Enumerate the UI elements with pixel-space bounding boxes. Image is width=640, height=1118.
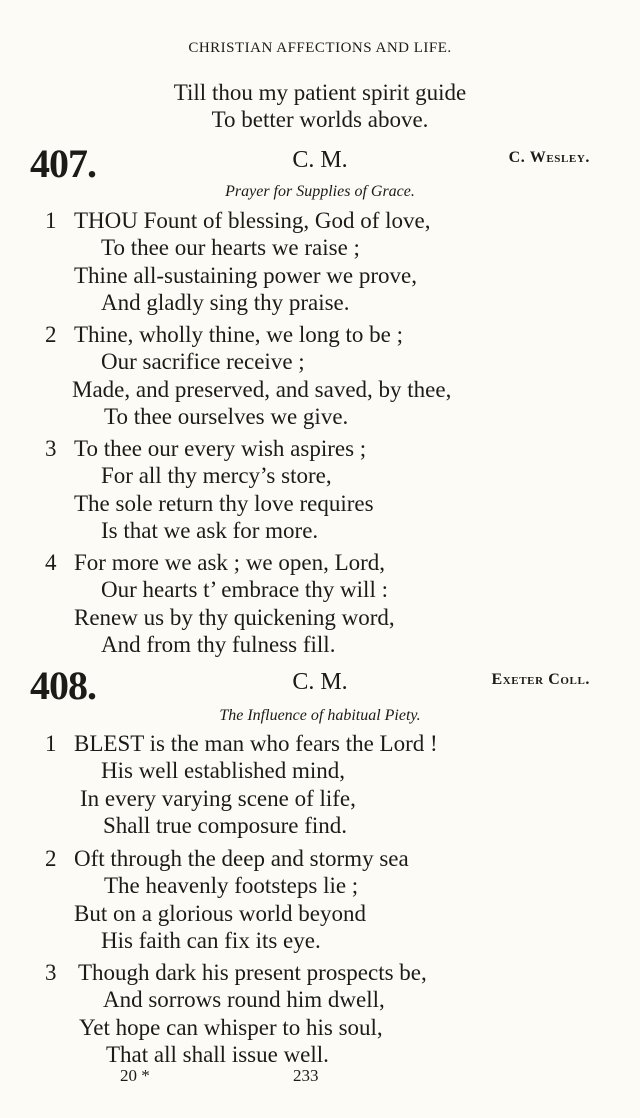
verse-line: Yet hope can whisper to his soul, xyxy=(79,1014,383,1040)
verse-line: For more we ask ; we open, Lord, xyxy=(74,550,386,575)
verse-line: But on a glorious world beyond xyxy=(74,900,366,926)
stanza-407-2 xyxy=(0,321,640,430)
stanza-407-1 xyxy=(0,207,640,316)
verse-line: The heavenly footsteps lie ; xyxy=(104,873,359,899)
stanza-408-1 xyxy=(0,730,640,839)
verse-line: Renew us by thy quickening word, xyxy=(74,604,395,630)
verse-number: 3 xyxy=(45,436,57,461)
verse-line: To thee ourselves we give. xyxy=(104,403,349,429)
hymn-title: The Influence of habitual Piety. xyxy=(219,707,421,724)
carry-over-line: To better worlds above. xyxy=(211,107,429,132)
verse-number: 2 xyxy=(45,322,57,347)
verse-line: Is that we ask for more. xyxy=(101,517,319,543)
verse-line: For all thy mercy’s store, xyxy=(101,463,332,489)
hymn-author: C. Wesley. xyxy=(508,149,590,166)
hymn-author: Exeter Coll. xyxy=(491,671,590,688)
verse-line: The sole return thy love requires xyxy=(74,490,374,516)
verse-number: 3 xyxy=(45,960,57,985)
verse-number: 1 xyxy=(45,208,57,233)
verse-line: And from thy fulness fill. xyxy=(101,631,336,657)
page-number: 233 xyxy=(293,1066,319,1085)
verse-line: Made, and preserved, and saved, by thee, xyxy=(72,376,452,402)
verse-line: Shall true composure find. xyxy=(103,812,348,838)
verse-line: His well established mind, xyxy=(101,758,346,784)
verse-number: 4 xyxy=(45,550,57,575)
verse-line: Thine all-sustaining power we prove, xyxy=(74,262,417,288)
verse-line: Our hearts t’ embrace thy will : xyxy=(101,577,388,603)
verse-line: His faith can fix its eye. xyxy=(101,927,321,953)
running-head: CHRISTIAN AFFECTIONS AND LIFE. xyxy=(188,40,452,56)
verse-line: Our sacrifice receive ; xyxy=(101,349,305,375)
hymn-meter: C. M. xyxy=(292,669,348,695)
verse-line: Oft through the deep and stormy sea xyxy=(74,846,409,871)
stanza-407-4 xyxy=(0,549,640,658)
hymn-number: 408. xyxy=(30,663,96,708)
verse-line: Thine, wholly thine, we long to be ; xyxy=(74,322,403,347)
hymn-meter: C. M. xyxy=(292,147,348,173)
stanza-407-3 xyxy=(0,435,640,544)
verse-line: Though dark his present prospects be, xyxy=(78,960,427,985)
verse-number: 1 xyxy=(45,731,57,756)
hymn-header-407 xyxy=(0,143,640,185)
signature-mark: 20 * xyxy=(120,1066,150,1085)
hymn-header-408 xyxy=(0,665,640,707)
verse-line: And sorrows round him dwell, xyxy=(103,987,385,1013)
verse-line: To thee our every wish aspires ; xyxy=(74,436,367,461)
stanza-408-2 xyxy=(0,845,640,954)
hymn-title: Prayer for Supplies of Grace. xyxy=(225,183,415,200)
verse-line: To thee our hearts we raise ; xyxy=(101,235,360,261)
verse-line: In every varying scene of life, xyxy=(80,785,356,811)
verse-line: That all shall issue well. xyxy=(106,1041,329,1067)
verse-number: 2 xyxy=(45,846,57,871)
carry-over-line: Till thou my patient spirit guide xyxy=(173,80,467,105)
verse-line: And gladly sing thy praise. xyxy=(101,289,350,315)
stanza-408-3 xyxy=(0,959,640,1068)
hymn-number: 407. xyxy=(30,141,96,186)
verse-line: BLEST is the man who fears the Lord ! xyxy=(74,731,438,756)
verse-line: THOU Fount of blessing, God of love, xyxy=(74,208,431,233)
